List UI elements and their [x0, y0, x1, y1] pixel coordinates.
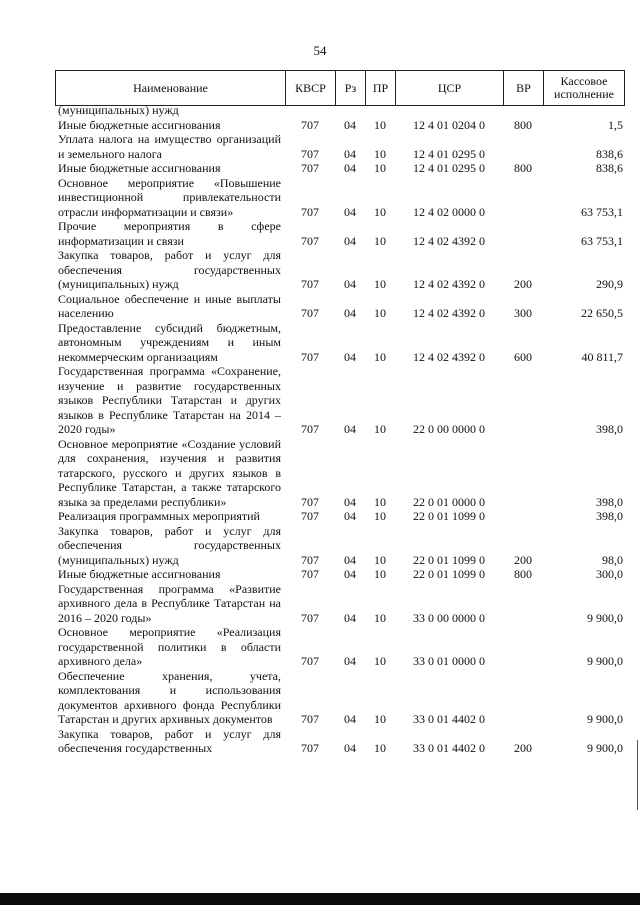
cell-rz: 04 [344, 306, 356, 320]
cell-pr: 10 [374, 349, 386, 364]
table-row [55, 292, 624, 321]
table-row [55, 321, 624, 365]
cell-kvsr: 707 [301, 654, 319, 668]
header-csr: ЦСР [396, 71, 504, 106]
cell-kvsr: 707 [301, 494, 319, 509]
cell-vr [503, 176, 543, 220]
cell-kvsr: 707 [301, 610, 319, 625]
cell-name: Прочие мероприятия в сфере информатизации и связи [58, 219, 281, 248]
cell-name: Основное мероприятие «Создание условий для сохранения, изучения и развития татарского, русского и других языков в Республике Татарстан, а также татарского языка за пределами республики» [58, 436, 281, 509]
cell-vr [503, 103, 543, 118]
table-row [55, 161, 624, 176]
table-row [55, 176, 624, 220]
cell-csr: 33 0 00 0000 0 [413, 610, 485, 625]
cell-rz: 04 [344, 494, 356, 509]
cell-csr: 12 4 02 4392 0 [413, 277, 485, 291]
table-header [55, 70, 625, 106]
table-row [55, 248, 624, 292]
cell-pr: 10 [374, 654, 386, 668]
cell-csr: 22 0 01 0000 0 [413, 494, 485, 509]
cell-csr: 22 0 01 1099 0 [413, 552, 485, 567]
cell-csr [395, 103, 503, 118]
cell-name: Государственная программа «Сохранение, изучение и развитие государственных языков Республики Татарстан и других языков в Республике Татарстан на 2014 – 2020 годы» [58, 364, 281, 436]
cell-pr: 10 [374, 494, 386, 509]
cell-sum: 398,0 [596, 494, 623, 509]
cell-pr: 10 [374, 509, 386, 523]
header-rz: Рз [336, 71, 366, 106]
cell-vr: 300 [514, 306, 532, 320]
cell-kvsr: 707 [301, 349, 319, 364]
cell-sum: 9 900,0 [587, 654, 623, 668]
cell-vr [503, 437, 543, 510]
table-row [55, 509, 624, 524]
table-row [55, 219, 624, 248]
cell-sum: 9 900,0 [587, 741, 623, 755]
cell-rz: 04 [344, 204, 356, 219]
cell-kvsr: 707 [301, 552, 319, 567]
header-kassa: Кассовое исполнение [544, 71, 625, 106]
cell-vr [503, 669, 543, 727]
cell-csr: 22 0 00 0000 0 [413, 422, 485, 436]
cell-rz: 04 [344, 422, 356, 436]
cell-kvsr: 707 [301, 204, 319, 219]
cell-vr: 800 [514, 567, 532, 581]
cell-sum: 40 811,7 [581, 349, 623, 364]
cell-sum [543, 103, 624, 118]
cell-vr: 200 [514, 741, 532, 755]
cell-csr: 22 0 01 1099 0 [413, 509, 485, 523]
cell-rz: 04 [344, 610, 356, 625]
scan-edge-line [637, 740, 638, 810]
cell-rz: 04 [344, 654, 356, 668]
cell-name: Закупка товаров, работ и услуг для обеспечения государственных [58, 726, 281, 755]
cell-pr: 10 [374, 306, 386, 320]
cell-sum: 300,0 [596, 567, 623, 581]
cell-rz: 04 [344, 552, 356, 567]
cell-vr [503, 219, 543, 248]
cell-pr: 10 [374, 161, 386, 175]
table-row [55, 364, 624, 437]
cell-csr: 12 4 02 4392 0 [413, 233, 485, 248]
cell-sum: 9 900,0 [587, 610, 623, 625]
cell-csr: 12 4 02 0000 0 [413, 204, 485, 219]
cell-vr: 600 [514, 349, 532, 364]
cell-name: Реализация программных мероприятий [58, 509, 260, 523]
cell-sum: 63 753,1 [581, 233, 623, 248]
cell-csr: 12 4 02 4392 0 [413, 349, 485, 364]
cell-kvsr: 707 [301, 712, 319, 726]
cell-name: (муниципальных) нужд [58, 103, 179, 117]
cell-name: Иные бюджетные ассигнования [58, 567, 221, 581]
table-body [55, 103, 624, 756]
cell-vr [503, 509, 543, 524]
cell-pr: 10 [374, 146, 386, 161]
cell-rz: 04 [344, 233, 356, 248]
table-row [55, 727, 624, 756]
cell-kvsr: 707 [301, 741, 319, 755]
cell-kvsr [285, 103, 335, 118]
cell-pr: 10 [374, 117, 386, 132]
table-row [55, 669, 624, 727]
cell-kvsr: 707 [301, 146, 319, 161]
cell-kvsr: 707 [301, 306, 319, 320]
header-vr: ВР [504, 71, 544, 106]
header-pr: ПР [366, 71, 396, 106]
cell-name: Государственная программа «Развитие архивного дела в Республике Татарстан на 2016 – 2020 годы» [58, 581, 281, 625]
cell-csr: 22 0 01 1099 0 [413, 567, 485, 581]
cell-pr [365, 103, 395, 118]
cell-sum: 1,5 [608, 117, 623, 132]
cell-rz: 04 [344, 161, 356, 175]
cell-csr: 33 0 01 4402 0 [413, 712, 485, 726]
cell-name: Иные бюджетные ассигнования [58, 117, 221, 132]
scan-bottom-border [0, 893, 640, 905]
cell-sum: 63 753,1 [581, 204, 623, 219]
cell-vr [503, 625, 543, 669]
cell-kvsr: 707 [301, 233, 319, 248]
cell-sum: 22 650,5 [581, 306, 623, 320]
page-number: 54 [313, 43, 327, 58]
cell-kvsr: 707 [301, 117, 319, 132]
cell-vr [503, 582, 543, 626]
cell-pr: 10 [374, 552, 386, 567]
cell-name: Социальное обеспечение и иные выплаты населению [58, 291, 281, 320]
table-row [55, 567, 624, 582]
cell-csr: 12 4 01 0204 0 [413, 117, 485, 132]
cell-sum: 290,9 [596, 277, 623, 291]
cell-vr [503, 132, 543, 161]
cell-pr: 10 [374, 741, 386, 755]
cell-vr [503, 364, 543, 437]
cell-kvsr: 707 [301, 277, 319, 291]
cell-csr: 12 4 01 0295 0 [413, 146, 485, 161]
table-row [55, 118, 624, 133]
cell-sum: 98,0 [602, 552, 623, 567]
table-row [55, 132, 624, 161]
cell-kvsr: 707 [301, 161, 319, 175]
cell-csr: 12 4 02 4392 0 [413, 306, 485, 320]
cell-csr: 33 0 01 4402 0 [413, 741, 485, 755]
cell-csr: 33 0 01 0000 0 [413, 654, 485, 668]
cell-name: Основное мероприятие «Повышение инвестиционной привлекательности отрасли информатизации и связи» [58, 175, 281, 219]
header-kvsr: КВСР [286, 71, 336, 106]
cell-sum: 838,6 [596, 161, 623, 175]
cell-sum: 398,0 [596, 509, 623, 523]
table-row [55, 625, 624, 669]
cell-pr: 10 [374, 567, 386, 581]
table-row [55, 524, 624, 568]
cell-rz [335, 103, 365, 118]
cell-vr: 200 [514, 552, 532, 567]
table-row [55, 103, 624, 118]
cell-sum: 398,0 [596, 422, 623, 436]
table-row [55, 582, 624, 626]
cell-name: Закупка товаров, работ и услуг для обеспечения государственных (муниципальных) нужд [58, 248, 281, 291]
cell-name: Иные бюджетные ассигнования [58, 161, 221, 175]
cell-name: Основное мероприятие «Реализация государственной политики в области архивного дела» [58, 625, 281, 668]
cell-rz: 04 [344, 277, 356, 291]
cell-sum: 838,6 [596, 146, 623, 161]
table-row [55, 437, 624, 510]
cell-kvsr: 707 [301, 422, 319, 436]
cell-pr: 10 [374, 610, 386, 625]
cell-name: Предоставление субсидий бюджетным, автономным учреждениям и иным некоммерческим организациям [58, 320, 281, 364]
cell-rz: 04 [344, 146, 356, 161]
cell-name: Закупка товаров, работ и услуг для обеспечения государственных (муниципальных) нужд [58, 523, 281, 567]
header-name: Наименование [56, 71, 286, 106]
cell-pr: 10 [374, 712, 386, 726]
cell-pr: 10 [374, 204, 386, 219]
cell-csr: 12 4 01 0295 0 [413, 161, 485, 175]
cell-name: Обеспечение хранения, учета, комплектования и использования документов архивного фонда Республики Татарстан и других архивных документов [58, 668, 281, 726]
cell-vr: 800 [514, 161, 532, 175]
cell-rz: 04 [344, 349, 356, 364]
cell-rz: 04 [344, 712, 356, 726]
cell-rz: 04 [344, 509, 356, 523]
cell-pr: 10 [374, 233, 386, 248]
cell-vr: 800 [514, 117, 532, 132]
cell-name: Уплата налога на имущество организаций и земельного налога [58, 132, 281, 161]
cell-kvsr: 707 [301, 567, 319, 581]
cell-sum: 9 900,0 [587, 712, 623, 726]
cell-pr: 10 [374, 422, 386, 436]
cell-vr: 200 [514, 277, 532, 291]
cell-kvsr: 707 [301, 509, 319, 523]
cell-rz: 04 [344, 741, 356, 755]
cell-rz: 04 [344, 567, 356, 581]
cell-rz: 04 [344, 117, 356, 132]
cell-pr: 10 [374, 277, 386, 291]
